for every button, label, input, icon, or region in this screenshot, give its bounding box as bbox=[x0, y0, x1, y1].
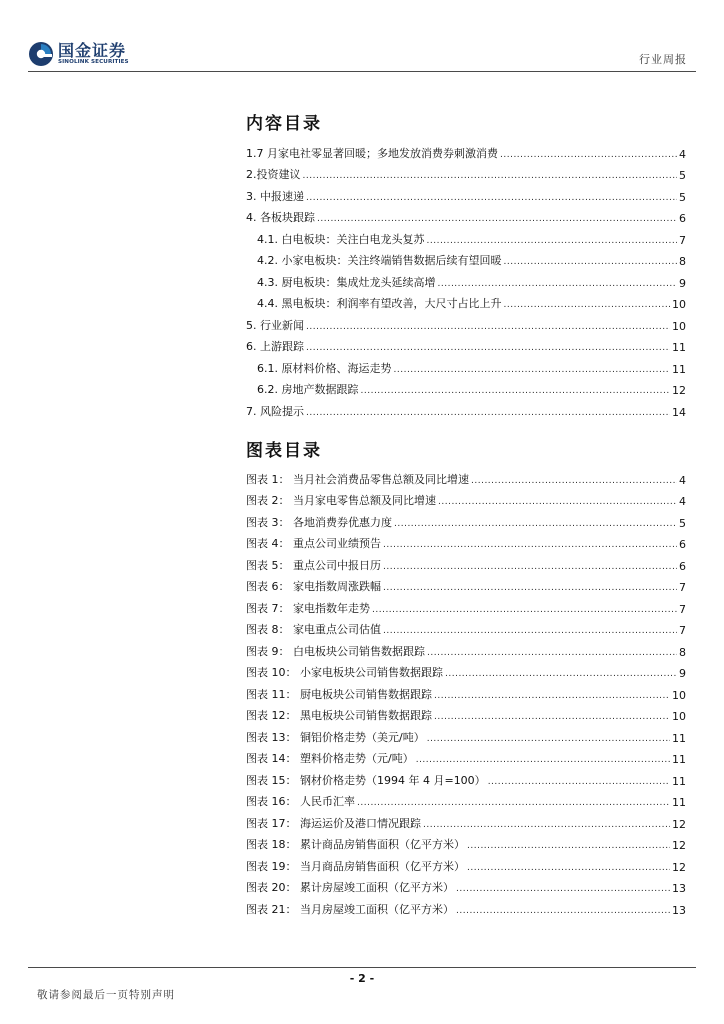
figure-entry[interactable] bbox=[246, 766, 686, 788]
dot-leader bbox=[427, 648, 677, 659]
dot-leader bbox=[423, 820, 670, 831]
figure-entry-page: 11 bbox=[672, 774, 686, 788]
toc-entry-page: 10 bbox=[672, 319, 686, 333]
logo-chinese-name: 国金证券 bbox=[58, 41, 127, 60]
figure-entry-label: 图表 5： 重点公司中报日历 bbox=[246, 558, 381, 572]
figures-title: 图表目录 bbox=[246, 441, 322, 461]
figure-entry-page: 11 bbox=[672, 731, 686, 745]
toc-entry[interactable] bbox=[246, 268, 686, 290]
figure-entry-label: 图表 9： 白电板块公司销售数据跟踪 bbox=[246, 644, 425, 658]
figure-entry-page: 7 bbox=[679, 624, 686, 637]
dot-leader bbox=[438, 497, 677, 508]
dot-leader bbox=[488, 777, 670, 788]
dot-leader bbox=[357, 798, 670, 809]
toc-entry-label: 4.4. 黑电板块：利润率有望改善，大尺寸占比上升 bbox=[257, 297, 502, 310]
figure-entry[interactable] bbox=[246, 788, 686, 810]
dot-leader bbox=[317, 214, 677, 225]
dot-leader bbox=[303, 171, 678, 182]
dot-leader bbox=[467, 841, 670, 852]
figure-entry-label: 图表 13： 铜铝价格走势（美元/吨） bbox=[246, 730, 425, 744]
dot-leader bbox=[306, 408, 670, 419]
toc-entry-page: 5 bbox=[679, 169, 686, 182]
toc-entry-page: 5 bbox=[679, 190, 686, 204]
dot-leader bbox=[383, 583, 677, 594]
dot-leader bbox=[306, 343, 670, 354]
figure-entry-label: 图表 7： 家电指数年走势 bbox=[246, 601, 370, 615]
dot-leader bbox=[383, 540, 677, 551]
figure-entry-page: 8 bbox=[679, 645, 686, 659]
toc-entry-page: 6 bbox=[679, 212, 686, 225]
toc-entry-page: 14 bbox=[672, 405, 686, 419]
figure-entry-page: 11 bbox=[672, 753, 686, 766]
figure-entry-label: 图表 2： 当月家电零售总额及同比增速 bbox=[246, 494, 436, 507]
figure-entry-page: 10 bbox=[672, 688, 686, 702]
dot-leader bbox=[394, 365, 671, 376]
dot-leader bbox=[504, 300, 671, 311]
dot-leader bbox=[427, 236, 678, 247]
figure-entry[interactable] bbox=[246, 874, 686, 896]
figures-list bbox=[246, 465, 686, 917]
toc-entry-label: 4.3. 厨电板块：集成灶龙头延续高增 bbox=[257, 275, 436, 289]
figure-entry[interactable] bbox=[246, 702, 686, 724]
figure-entry-label: 图表 14： 塑料价格走势（元/吨） bbox=[246, 752, 414, 765]
toc-entry-label: 3. 中报速递 bbox=[246, 189, 304, 203]
figure-entry-label: 图表 16： 人民币汇率 bbox=[246, 795, 355, 808]
toc-entry-label: 6. 上游跟踪 bbox=[246, 340, 304, 353]
figure-entry-page: 13 bbox=[672, 903, 686, 917]
toc-entry-label: 6.2. 房地产数据跟踪 bbox=[257, 383, 359, 396]
logo-english-name: SINOLINK SECURITIES bbox=[58, 59, 129, 65]
figure-entry[interactable] bbox=[246, 508, 686, 530]
figure-entry-page: 12 bbox=[672, 817, 686, 831]
toc-entry-page: 7 bbox=[679, 233, 686, 247]
toc-entry-label: 4.2. 小家电板块：关注终端销售数据后续有望回暖 bbox=[257, 254, 502, 267]
dot-leader bbox=[434, 712, 670, 723]
figure-entry[interactable] bbox=[246, 680, 686, 702]
toc-entry[interactable] bbox=[246, 311, 686, 333]
figure-entry-label: 图表 17： 海运运价及港口情况跟踪 bbox=[246, 816, 421, 830]
contents-title: 内容目录 bbox=[246, 114, 322, 134]
figure-entry[interactable] bbox=[246, 465, 686, 487]
figure-entry[interactable] bbox=[246, 895, 686, 917]
dot-leader bbox=[500, 150, 677, 161]
figure-entry[interactable] bbox=[246, 573, 686, 595]
figure-entry-page: 12 bbox=[672, 860, 686, 874]
figure-entry[interactable] bbox=[246, 809, 686, 831]
figure-entry-page: 11 bbox=[672, 796, 686, 809]
figure-entry-label: 图表 4： 重点公司业绩预告 bbox=[246, 537, 381, 550]
figure-entry[interactable] bbox=[246, 594, 686, 616]
figure-entry-label: 图表 10： 小家电板块公司销售数据跟踪 bbox=[246, 666, 443, 679]
figure-entry-label: 图表 21： 当月房屋竣工面积（亿平方米） bbox=[246, 902, 454, 916]
figure-entry-page: 7 bbox=[679, 602, 686, 616]
toc-entry-label: 4. 各板块跟踪 bbox=[246, 211, 315, 224]
figure-entry-label: 图表 15： 钢材价格走势（1994 年 4 月=100） bbox=[246, 773, 486, 787]
toc-entry[interactable] bbox=[246, 333, 686, 355]
figure-entry-page: 12 bbox=[672, 839, 686, 852]
toc-entry-page: 10 bbox=[672, 298, 686, 311]
dot-leader bbox=[504, 257, 678, 268]
figure-entry[interactable] bbox=[246, 745, 686, 767]
toc-entry-label: 2.投资建议 bbox=[246, 168, 301, 181]
toc-entry-label: 5. 行业新闻 bbox=[246, 318, 304, 332]
toc-entry-label: 4.1. 白电板块：关注白电龙头复苏 bbox=[257, 232, 425, 246]
dot-leader bbox=[456, 884, 670, 895]
toc-entry[interactable] bbox=[246, 376, 686, 398]
toc-entry[interactable] bbox=[246, 161, 686, 183]
toc-entry-page: 8 bbox=[679, 255, 686, 268]
toc-entry[interactable] bbox=[246, 397, 686, 419]
figure-entry-page: 7 bbox=[679, 581, 686, 594]
figure-entry-label: 图表 20： 累计房屋竣工面积（亿平方米） bbox=[246, 881, 454, 894]
figure-entry[interactable] bbox=[246, 831, 686, 853]
dot-leader bbox=[467, 863, 670, 874]
dot-leader bbox=[471, 476, 677, 487]
dot-leader bbox=[434, 691, 670, 702]
dot-leader bbox=[383, 562, 677, 573]
sinolink-logo bbox=[28, 40, 129, 68]
footer-divider bbox=[28, 967, 696, 968]
page-number: - 2 - bbox=[349, 972, 375, 985]
toc-entry-page: 11 bbox=[672, 341, 686, 354]
figure-entry-label: 图表 19： 当月商品房销售面积（亿平方米） bbox=[246, 859, 465, 873]
report-type-label: 行业周报 bbox=[639, 53, 687, 66]
dot-leader bbox=[394, 519, 677, 530]
contents-list bbox=[246, 139, 686, 419]
toc-entry[interactable] bbox=[246, 247, 686, 269]
logo-mark-icon bbox=[28, 41, 54, 67]
dot-leader bbox=[372, 605, 677, 616]
header-divider bbox=[28, 71, 696, 72]
figure-entry[interactable] bbox=[246, 487, 686, 509]
figure-entry[interactable] bbox=[246, 723, 686, 745]
toc-entry[interactable] bbox=[246, 290, 686, 312]
figure-entry-label: 图表 18： 累计商品房销售面积（亿平方米） bbox=[246, 838, 465, 851]
toc-entry[interactable] bbox=[246, 182, 686, 204]
figure-entry-page: 10 bbox=[672, 710, 686, 723]
figure-entry-page: 4 bbox=[679, 473, 686, 487]
toc-entry[interactable] bbox=[246, 204, 686, 226]
figure-entry-page: 6 bbox=[679, 538, 686, 551]
figure-entry-label: 图表 8： 家电重点公司估值 bbox=[246, 623, 381, 636]
figure-entry-page: 9 bbox=[679, 667, 686, 680]
figure-entry-page: 13 bbox=[672, 882, 686, 895]
toc-entry-label: 6.1. 原材料价格、海运走势 bbox=[257, 361, 392, 375]
dot-leader bbox=[456, 906, 670, 917]
figure-entry[interactable] bbox=[246, 852, 686, 874]
dot-leader bbox=[416, 755, 670, 766]
figure-entry[interactable] bbox=[246, 637, 686, 659]
toc-entry-page: 4 bbox=[679, 147, 686, 161]
dot-leader bbox=[445, 669, 677, 680]
figure-entry-label: 图表 3： 各地消费券优惠力度 bbox=[246, 515, 392, 529]
figure-entry[interactable] bbox=[246, 551, 686, 573]
toc-entry-page: 11 bbox=[672, 362, 686, 376]
figure-entry-label: 图表 12： 黑电板块公司销售数据跟踪 bbox=[246, 709, 432, 722]
figure-entry-page: 5 bbox=[679, 516, 686, 530]
figure-entry[interactable] bbox=[246, 659, 686, 681]
toc-entry-label: 1.7 月家电社零显著回暖；多地发放消费券刺激消费 bbox=[246, 146, 498, 160]
figure-entry[interactable] bbox=[246, 616, 686, 638]
figure-entry-page: 4 bbox=[679, 495, 686, 508]
figure-entry-page: 6 bbox=[679, 559, 686, 573]
toc-entry-label: 7. 风险提示 bbox=[246, 404, 304, 418]
figure-entry-label: 图表 11： 厨电板块公司销售数据跟踪 bbox=[246, 687, 432, 701]
dot-leader bbox=[438, 279, 678, 290]
toc-entry[interactable] bbox=[246, 354, 686, 376]
figure-entry-label: 图表 6： 家电指数周涨跌幅 bbox=[246, 580, 381, 593]
toc-entry-page: 9 bbox=[679, 276, 686, 290]
figure-entry[interactable] bbox=[246, 530, 686, 552]
footer-disclaimer: 敬请参阅最后一页特别声明 bbox=[37, 989, 175, 1001]
dot-leader bbox=[383, 626, 677, 637]
toc-entry[interactable] bbox=[246, 139, 686, 161]
dot-leader bbox=[361, 386, 671, 397]
dot-leader bbox=[306, 322, 670, 333]
figure-entry-label: 图表 1： 当月社会消费品零售总额及同比增速 bbox=[246, 472, 469, 486]
page-header bbox=[0, 0, 724, 80]
toc-entry-page: 12 bbox=[672, 384, 686, 397]
toc-entry[interactable] bbox=[246, 225, 686, 247]
dot-leader bbox=[427, 734, 670, 745]
dot-leader bbox=[306, 193, 677, 204]
